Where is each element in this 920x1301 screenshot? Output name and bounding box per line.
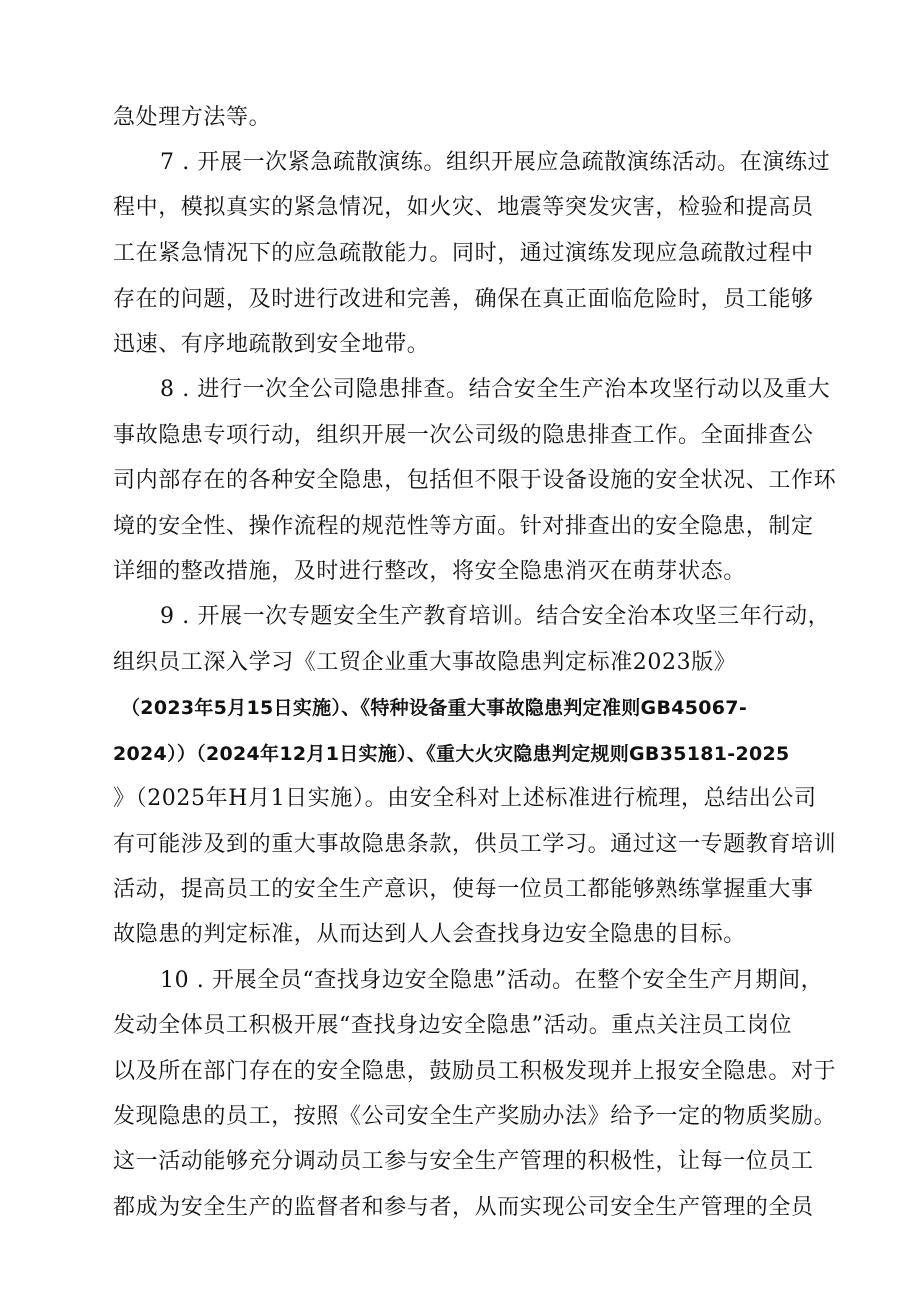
text-line: 》（2025年H月1日实施）。由安全科对上述标准进行梳理，总结出公司 <box>113 786 817 811</box>
text-line: 以及所在部门存在的安全隐患，鼓励员工积极发现并上报安全隐患。对于 <box>113 1059 837 1084</box>
text-line: 程中，模拟真实的紧急情况，如火灾、地震等突发灾害，检验和提高员 <box>113 195 814 220</box>
text-line: 发动全体员工积极开展“查找身边安全隐患”活动。重点关注员工岗位 <box>113 1013 793 1038</box>
text-line-bold: （2023年5月15日实施）、《特种设备重大事故隐患判定准则GB45067- <box>121 697 748 719</box>
text-line: 事故隐患专项行动，组织开展一次公司级的隐患排查工作。全面排查公 <box>113 423 814 448</box>
text-line: 都成为安全生产的监督者和参与者，从而实现公司安全生产管理的全员 <box>113 1195 814 1220</box>
text-line: 10 . 开展全员“查找身边安全隐患”活动。在整个安全生产月期间， <box>160 968 824 993</box>
text-line: 这一活动能够充分调动员工参与安全生产管理的积极性，让每一位员工 <box>113 1149 814 1174</box>
text-line: 组织员工深入学习《工贸企业重大事故隐患判定标准2023版》 <box>113 650 737 675</box>
text-line: 8 . 进行一次全公司隐患排查。结合安全生产治本攻坚行动以及重大 <box>160 377 831 402</box>
text-line: 存在的问题，及时进行改进和完善，确保在真正面临危险时，员工能够 <box>113 287 814 312</box>
text-line: 工在紧急情况下的应急疏散能力。同时，通过演练发现应急疏散过程中 <box>113 241 814 266</box>
text-line: 境的安全性、操作流程的规范性等方面。针对排查出的安全隐患，制定 <box>113 514 814 539</box>
text-line: 迅速、有序地疏散到安全地带。 <box>113 332 430 357</box>
text-line: 发现隐患的员工，按照《公司安全生产奖励办法》给予一定的物质奖励。 <box>113 1104 837 1129</box>
text-line: 9 . 开展一次专题安全生产教育培训。结合安全治本攻坚三年行动， <box>160 604 831 629</box>
text-line: 急处理方法等。 <box>113 105 272 130</box>
text-line: 司内部存在的各种安全隐患，包括但不限于设备设施的安全状况、工作环 <box>113 468 837 493</box>
text-line: 有可能涉及到的重大事故隐患条款，供员工学习。通过这一专题教育培训 <box>113 832 837 857</box>
text-line: 故隐患的判定标准，从而达到人人会查找身边安全隐患的目标。 <box>113 922 746 947</box>
text-line: 7 . 开展一次紧急疏散演练。组织开展应急疏散演练活动。在演练过 <box>160 150 831 175</box>
text-line: 详细的整改措施，及时进行整改，将安全隐患消灭在萌芽状态。 <box>113 559 746 584</box>
text-line-bold: 2024））（2024年12月1日实施）、《重大火灾隐患判定规则GB35181-2025 <box>113 743 790 765</box>
text-line: 活动，提高员工的安全生产意识，使每一位员工都能够熟练掌握重大事 <box>113 877 814 902</box>
